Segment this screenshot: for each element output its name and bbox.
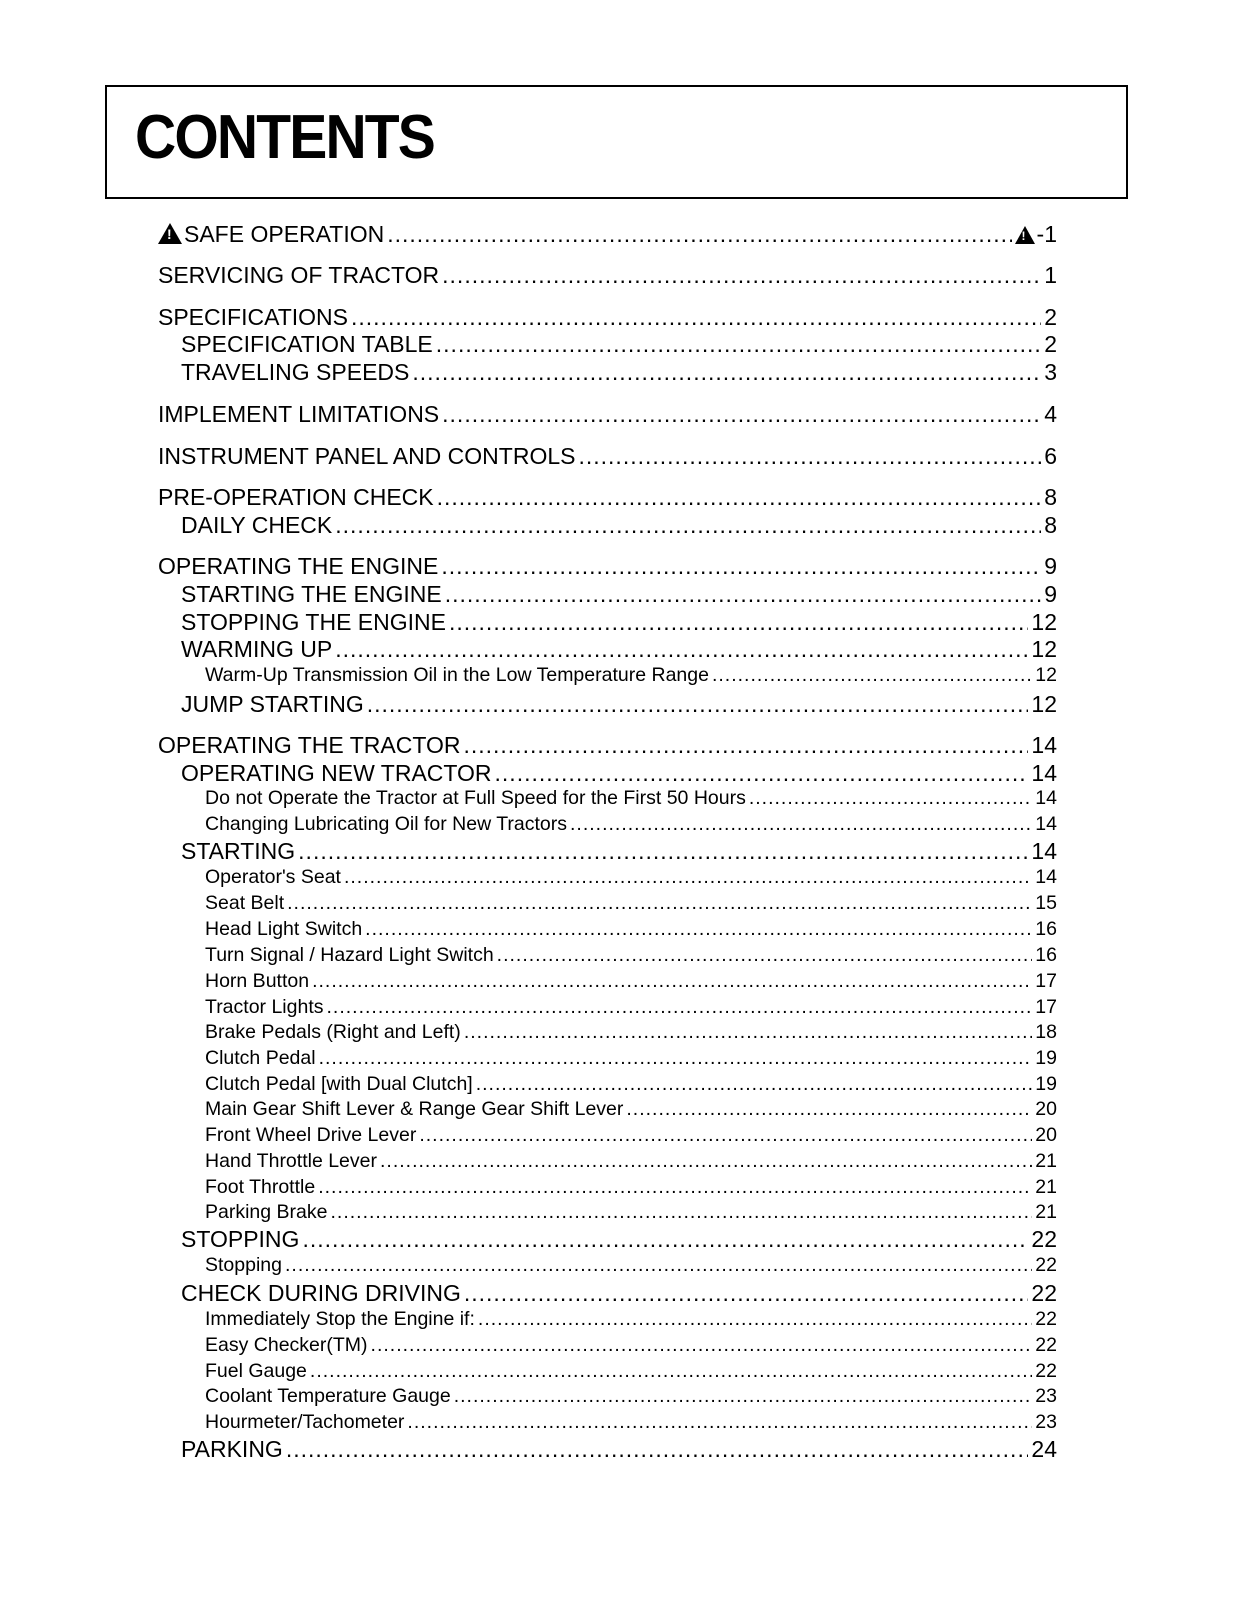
toc-entry-page [1035,1073,1057,1096]
toc-entry-page [1035,813,1057,836]
toc-entry-label [205,1073,473,1096]
toc-entry-page-number: 17 [1035,970,1057,992]
dot-leader [310,1360,1032,1383]
toc-entry-label [181,1280,461,1307]
toc-entry[interactable] [181,331,1057,358]
toc-entry-page [1044,512,1057,539]
toc-entry[interactable] [205,1254,1057,1277]
toc-entry[interactable] [205,1098,1057,1121]
toc-entry-page [1035,1360,1057,1383]
dot-leader [327,996,1033,1019]
toc-entry-page-number: 14 [1031,760,1057,786]
toc-entry-page [1035,1124,1057,1147]
toc-entry-page-number: 8 [1044,512,1057,538]
toc-entry-page-number: 22 [1031,1280,1057,1306]
dot-leader [371,1334,1033,1357]
toc-entry[interactable] [205,970,1057,993]
toc-entry-page-number: 12 [1031,691,1057,717]
toc-entry-text: SPECIFICATION TABLE [181,331,433,357]
toc-entry-label [181,636,332,663]
toc-entry-page-number: 8 [1044,484,1057,510]
dot-leader [312,970,1032,993]
dot-leader [712,664,1032,687]
toc-entry[interactable] [205,1073,1057,1096]
toc-entry-label [205,787,746,810]
toc-entry-label [181,609,446,636]
toc-entry-label [181,1226,299,1253]
toc-entry-page-number: 14 [1035,866,1057,888]
toc-entry-page-number: 9 [1044,553,1057,579]
toc-entry-page [1035,1021,1057,1044]
toc-entry[interactable] [205,1201,1057,1224]
toc-entry-page [1035,1098,1057,1121]
toc-entry-text: Front Wheel Drive Lever [205,1124,417,1146]
toc-entry[interactable] [158,262,1057,289]
dot-leader [318,1176,1032,1199]
dot-leader [464,1021,1032,1044]
toc-entry-label [205,1360,307,1383]
toc-entry-page [1044,484,1057,511]
toc-entry[interactable] [181,1226,1057,1253]
toc-entry-page [1035,918,1057,941]
toc-entry-page [1031,732,1057,759]
contents-title-box [105,85,1128,199]
toc-entry-label [205,1021,461,1044]
toc-entry-page [1035,1385,1057,1408]
toc-entry-text: Seat Belt [205,892,285,914]
dot-leader [445,581,1041,608]
dot-leader [298,838,1028,865]
toc-entry[interactable] [205,918,1057,941]
toc-entry[interactable] [158,401,1057,428]
toc-entry-page-number: 22 [1031,1226,1057,1252]
toc-entry-text: STOPPING [181,1226,300,1252]
toc-entry[interactable] [205,866,1057,889]
toc-entry[interactable] [205,1047,1057,1070]
toc-entry-label [205,1150,377,1173]
dot-leader [454,1385,1033,1408]
toc-entry-page-number: 16 [1035,918,1057,940]
toc-entry-text: Easy Checker(TM) [205,1334,368,1356]
warning-triangle-icon [158,223,182,244]
toc-entry-text: Head Light Switch [205,918,363,940]
toc-entry-page-number: 1 [1044,262,1057,288]
toc-entry-label [158,732,460,759]
toc-entry-page-number: 14 [1031,838,1057,864]
toc-entry-label [181,1436,283,1463]
toc-entry-label [205,1201,327,1224]
warning-triangle-icon [1015,226,1035,244]
toc-entry-text: IMPLEMENT LIMITATIONS [158,401,440,427]
toc-entry-label [158,221,384,248]
toc-entry-text: Turn Signal / Hazard Light Switch [205,944,494,966]
dot-leader [286,1436,1029,1463]
toc-entry-text: Clutch Pedal [with Dual Clutch] [205,1073,473,1095]
toc-entry-page-number: 19 [1035,1047,1057,1069]
toc-entry-page [1035,970,1057,993]
toc-entry[interactable] [181,609,1057,636]
dot-leader [319,1047,1033,1070]
toc-entry-label [158,443,575,470]
dot-leader [365,918,1032,941]
toc-entry-label [205,918,362,941]
toc-entry-text: Hourmeter/Tachometer [205,1411,405,1433]
toc-entry-page-number: -1 [1036,221,1057,247]
toc-entry[interactable] [158,484,1057,511]
toc-entry-text: Coolant Temperature Gauge [205,1385,451,1407]
toc-entry[interactable] [181,691,1057,718]
toc-entry[interactable] [205,1385,1057,1408]
toc-entry-page-number: 20 [1035,1124,1057,1146]
toc-entry-page [1035,787,1057,810]
toc-entry-page-number: 9 [1044,581,1057,607]
toc-entry-label [181,838,295,865]
toc-entry-page-number: 12 [1031,609,1057,635]
toc-entry-label [158,262,439,289]
toc-entry[interactable] [205,1334,1057,1357]
dot-leader [464,1280,1029,1307]
toc-entry-text: Clutch Pedal [205,1047,316,1069]
toc-entry-page-number: 2 [1044,331,1057,357]
toc-entry-label [181,581,442,608]
toc-entry-label [205,1124,416,1147]
dot-leader [380,1150,1032,1173]
toc-entry-label [205,813,567,836]
toc-entry-label [181,331,433,358]
toc-entry-text: Horn Button [205,970,310,992]
toc-entry-page [1031,609,1057,636]
dot-leader [387,221,1011,248]
toc-entry-text: SAFE OPERATION [184,221,385,247]
toc-entry-page [1031,760,1057,787]
toc-entry-text: JUMP STARTING [181,691,364,717]
toc-entry-label [205,1176,315,1199]
toc-entry-text: Immediately Stop the Engine if: [205,1308,475,1330]
toc-entry-page [1044,401,1057,428]
dot-leader [437,484,1042,511]
toc-entry[interactable] [205,944,1057,967]
toc-entry-text: Hand Throttle Lever [205,1150,377,1172]
toc-entry-text: Changing Lubricating Oil for New Tractors [205,813,567,835]
toc-entry-label [205,944,494,967]
toc-entry-page [1044,553,1057,580]
toc-entry-page-number: 23 [1035,1411,1057,1433]
toc-entry[interactable] [205,892,1057,915]
toc-entry-page-number: 22 [1035,1254,1057,1276]
dot-leader [441,553,1041,580]
toc-entry-page-number: 3 [1044,359,1057,385]
toc-entry-label [205,1098,623,1121]
toc-entry-page-number: 14 [1031,732,1057,758]
toc-entry-page-number: 15 [1035,892,1057,914]
toc-entry[interactable] [205,1176,1057,1199]
toc-entry-page [1035,664,1057,687]
toc-entry-text: PRE-OPERATION CHECK [158,484,434,510]
toc-entry-page [1035,996,1057,1019]
toc-entry[interactable] [158,732,1057,759]
toc-entry-label [205,1334,368,1357]
toc-entry-text: STARTING THE ENGINE [181,581,442,607]
dot-leader [570,813,1032,836]
toc-entry-page-number: 21 [1035,1176,1057,1198]
toc-entry[interactable] [181,359,1057,386]
toc-entry[interactable] [205,1150,1057,1173]
toc-entry-label [205,996,324,1019]
toc-entry[interactable] [181,1280,1057,1307]
toc-entry-page-number: 22 [1035,1334,1057,1356]
dot-leader [626,1098,1032,1121]
toc-entry-page [1044,331,1057,358]
toc-entry-page [1031,691,1057,718]
toc-entry-label [158,484,434,511]
dot-leader [463,732,1028,759]
toc-entry[interactable] [181,512,1057,539]
dot-leader [478,1308,1032,1331]
toc-entry-text: OPERATING THE TRACTOR [158,732,461,758]
toc-entry-page-number: 12 [1031,636,1057,662]
toc-entry[interactable] [205,1021,1057,1044]
dot-leader [476,1073,1033,1096]
toc-entry-label [181,359,409,386]
toc-entry-text: Brake Pedals (Right and Left) [205,1021,461,1043]
toc-entry[interactable] [205,1360,1057,1383]
toc-entry[interactable] [205,1308,1057,1331]
toc-entry-text: DAILY CHECK [181,512,333,538]
toc-entry-page [1035,1411,1057,1434]
dot-leader [335,512,1041,539]
toc-entry-text: Do not Operate the Tractor at Full Speed for the First 50 Hours [205,787,746,809]
toc-entry[interactable] [181,838,1057,865]
toc-entry-text: TRAVELING SPEEDS [181,359,410,385]
toc-entry[interactable] [158,553,1057,580]
dot-leader [442,262,1041,289]
toc-entry[interactable] [181,760,1057,787]
toc-entry-page-number: 23 [1035,1385,1057,1407]
toc-entry[interactable] [181,581,1057,608]
toc-entry-text: CHECK DURING DRIVING [181,1280,461,1306]
toc-entry-page [1031,1436,1057,1463]
dot-leader [351,304,1041,331]
toc-entry-text: OPERATING NEW TRACTOR [181,760,492,786]
toc-entry-page-number: 6 [1044,443,1057,469]
toc-entry-page-number: 20 [1035,1098,1057,1120]
toc-entry-text: SERVICING OF TRACTOR [158,262,440,288]
toc-entry-label [181,760,492,787]
toc-entry-text: Tractor Lights [205,996,324,1018]
toc-entry-page [1031,838,1057,865]
toc-entry-label [205,1308,475,1331]
toc-entry-page-number: 21 [1035,1201,1057,1223]
dot-leader [495,760,1029,787]
toc-entry-label [181,691,364,718]
toc-entry[interactable] [181,636,1057,663]
toc-entry-page-number: 4 [1044,401,1057,427]
toc-entry-page-number: 16 [1035,944,1057,966]
toc-entry-page-number: 22 [1035,1360,1057,1382]
toc-entry-text: WARMING UP [181,636,333,662]
dot-leader [436,331,1041,358]
toc-entry-page [1044,359,1057,386]
toc-entry-text: PARKING [181,1436,283,1462]
page-title: CONTENTS [135,103,434,172]
toc-entry-page [1035,1047,1057,1070]
toc-entry-text: Stopping [205,1254,282,1276]
toc-entry-page-number: 18 [1035,1021,1057,1043]
toc-entry-page-number: 17 [1035,996,1057,1018]
toc-entry-page [1044,304,1057,331]
toc-entry[interactable] [205,664,1057,687]
toc-entry-text: Fuel Gauge [205,1360,307,1382]
toc-entry-label [158,553,438,580]
toc-entry-page [1035,1150,1057,1173]
toc-entry[interactable] [158,304,1057,331]
dot-leader [442,401,1041,428]
toc-entry-page [1035,1308,1057,1331]
toc-entry-text: Foot Throttle [205,1176,316,1198]
toc-entry-page [1035,1254,1057,1277]
toc-entry-label [205,970,309,993]
toc-entry-page-number: 2 [1044,304,1057,330]
toc-entry-page-number: 19 [1035,1073,1057,1095]
toc-entry[interactable] [205,787,1057,810]
toc-entry-page [1035,1201,1057,1224]
toc-entry-label [205,1385,451,1408]
toc-entry-label [205,1254,282,1277]
toc-entry-text: STARTING [181,838,296,864]
dot-leader [412,359,1041,386]
dot-leader [749,787,1032,810]
dot-leader [302,1226,1028,1253]
toc-entry-text: Warm-Up Transmission Oil in the Low Temperature Range [205,664,709,686]
dot-leader [367,691,1029,718]
toc-entry-text: STOPPING THE ENGINE [181,609,446,635]
toc-entry-page [1031,636,1057,663]
toc-entry-page [1044,262,1057,289]
toc-entry-page [1044,581,1057,608]
dot-leader [419,1124,1032,1147]
dot-leader [407,1411,1032,1434]
toc-entry-page-number: 14 [1035,813,1057,835]
toc-entry-text: OPERATING THE ENGINE [158,553,439,579]
toc-entry-page-number: 12 [1035,664,1057,686]
toc-entry-label [205,1411,404,1434]
dot-leader [344,866,1032,889]
toc-entry-page [1031,1280,1057,1307]
toc-entry-page [1015,221,1057,248]
dot-leader [449,609,1028,636]
dot-leader [335,636,1028,663]
toc-entry-label [158,304,348,331]
dot-leader [330,1201,1032,1224]
toc-entry[interactable] [205,1124,1057,1147]
dot-leader [285,1254,1032,1277]
toc-entry-page-number: 14 [1035,787,1057,809]
toc-entry[interactable] [158,443,1057,470]
toc-entry[interactable] [158,221,1057,248]
toc-entry-label [158,401,439,428]
toc-entry-text: Operator's Seat [205,866,341,888]
toc-entry-label [205,1047,316,1070]
toc-entry-label [205,866,341,889]
dot-leader [287,892,1032,915]
toc-entry-page [1031,1226,1057,1253]
toc-entry-text: Main Gear Shift Lever & Range Gear Shift Lever [205,1098,624,1120]
toc-entry-page [1044,443,1057,470]
toc-entry-text: Parking Brake [205,1201,328,1223]
toc-entry-page-number: 24 [1031,1436,1057,1462]
toc-entry-page [1035,1176,1057,1199]
toc-entry-page [1035,892,1057,915]
toc-entry-label [205,892,284,915]
toc-entry-page [1035,1334,1057,1357]
toc-entry-label [181,512,332,539]
toc-entry-page [1035,944,1057,967]
dot-leader [497,944,1033,967]
toc-entry-page [1035,866,1057,889]
toc-entry-text: SPECIFICATIONS [158,304,348,330]
toc-entry-label [205,664,709,687]
toc-entry[interactable] [205,813,1057,836]
toc-entry[interactable] [205,996,1057,1019]
toc-entry-page-number: 21 [1035,1150,1057,1172]
toc-entry[interactable] [181,1436,1057,1463]
toc-entry[interactable] [205,1411,1057,1434]
dot-leader [578,443,1041,470]
toc-entry-page-number: 22 [1035,1308,1057,1330]
toc-entry-text: INSTRUMENT PANEL AND CONTROLS [158,443,576,469]
